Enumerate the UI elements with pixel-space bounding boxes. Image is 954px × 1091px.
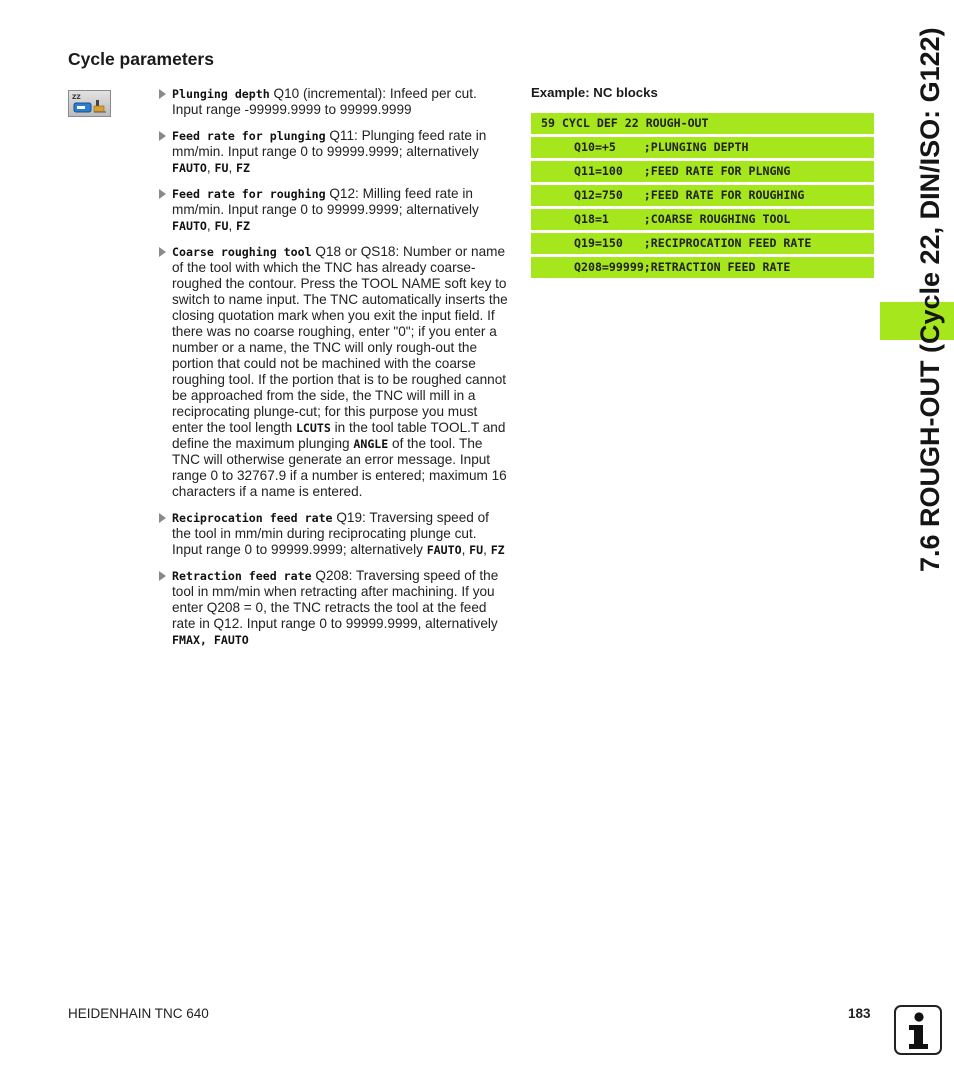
nc-block-line: Q18=1 ;COARSE ROUGHING TOOL: [531, 209, 874, 230]
parameter-keyword: FU: [214, 161, 229, 175]
parameter-keyword: Feed rate for roughing: [172, 187, 326, 201]
example-title: Example: NC blocks: [531, 85, 658, 100]
parameter-text: ,: [228, 218, 236, 233]
parameter-text: Q18 or QS18: Number or name of the tool with which the TNC has already coarse-roughed the contour. Press the TOOL NAME soft key to switch to name input. The TNC automatically inserts the closing quotation mark when you exit the input field. If there was no coarse roughing, enter "0"; if you enter a number or a name, the TNC will only rough-out the portion that could not be machined with the coarse roughing tool. If the portion that is to be roughed cannot be approached from the side, the TNC will mill in a reciprocating plunge-cut; for this purpose you must enter the tool length: [172, 244, 508, 435]
nc-block-line: Q11=100 ;FEED RATE FOR PLNGNG: [531, 161, 874, 182]
parameter-text: Q208: Traversing speed of the tool in mm/min when retracting after machining. If you enter Q208 = 0, the TNC retracts the tool at the feed rate in Q12. Input range 0 to 99999.9999, alternatively: [172, 568, 499, 631]
parameter-keyword: FZ: [236, 219, 250, 233]
parameter-keyword: FAUTO: [426, 543, 462, 557]
parameter-text: in the tool table TOOL.T and define the maximum plunging: [172, 420, 506, 451]
triangle-bullet-icon: [159, 131, 166, 141]
parameter-item: [158, 244, 510, 500]
parameter-keyword: Retraction feed rate: [172, 569, 312, 583]
parameter-keyword: Feed rate for plunging: [172, 129, 326, 143]
parameter-text: ,: [206, 160, 215, 175]
triangle-bullet-icon: [159, 513, 166, 523]
nc-block-line: Q10=+5 ;PLUNGING DEPTH: [531, 137, 874, 158]
parameter-keyword: FZ: [490, 543, 505, 557]
cycle-22-softkey-icon: [68, 90, 111, 117]
triangle-bullet-icon: [159, 571, 166, 581]
parameter-item: [158, 186, 510, 234]
footer-product: HEIDENHAIN TNC 640: [68, 1006, 209, 1021]
svg-text:ZZ: ZZ: [72, 94, 81, 101]
triangle-bullet-icon: [159, 247, 166, 257]
parameter-text: ,: [461, 542, 470, 557]
nc-block-line: 59 CYCL DEF 22 ROUGH-OUT: [531, 113, 874, 134]
parameter-keyword: Coarse roughing tool: [172, 245, 312, 259]
chapter-side-title: 7.6 ROUGH-OUT (Cycle 22, DIN/ISO: G122): [915, 27, 945, 572]
parameter-keyword: FU: [469, 543, 484, 557]
nc-block-listing: [531, 113, 874, 281]
parameter-keyword: FZ: [236, 161, 250, 175]
parameter-text: of the tool. The TNC will otherwise generate an error message. Input range 0 to 32767.9 if a number is entered; maximum 16 characters if a name is entered.: [172, 436, 507, 499]
parameter-keyword: FMAX, FAUTO: [172, 633, 249, 647]
parameter-keyword: FU: [214, 219, 229, 233]
cycle-parameter-list: [158, 86, 510, 658]
parameter-item: [158, 568, 510, 648]
page-number: 183: [848, 1006, 871, 1021]
triangle-bullet-icon: [159, 89, 166, 99]
parameter-keyword: LCUTS: [295, 421, 331, 435]
nc-block-line: Q12=750 ;FEED RATE FOR ROUGHING: [531, 185, 874, 206]
parameter-keyword: ANGLE: [353, 437, 389, 451]
parameter-keyword: FAUTO: [172, 161, 207, 175]
parameter-text: ,: [206, 218, 215, 233]
nc-block-line: Q19=150 ;RECIPROCATION FEED RATE: [531, 233, 874, 254]
parameter-text: ,: [483, 542, 491, 557]
parameter-keyword: FAUTO: [172, 219, 207, 233]
parameter-text: Q10 (incremental): Infeed per cut. Input range -99999.9999 to 99999.9999: [172, 86, 477, 117]
parameter-text: Q12: Milling feed rate in mm/min. Input range 0 to 99999.9999; alternatively: [172, 186, 479, 217]
parameter-keyword: Plunging depth: [172, 87, 270, 101]
parameter-item: [158, 128, 510, 176]
section-title: Cycle parameters: [68, 49, 214, 69]
parameter-item: [158, 86, 510, 118]
parameter-item: [158, 510, 510, 558]
parameter-text: Q11: Plunging feed rate in mm/min. Input range 0 to 99999.9999; alternatively: [172, 128, 487, 159]
cycle-graphic-icon: [69, 91, 110, 116]
nc-block-line: Q208=99999;RETRACTION FEED RATE: [531, 257, 874, 278]
info-glyph-icon: [896, 1007, 940, 1053]
info-icon: [894, 1005, 942, 1055]
parameter-text: ,: [228, 160, 236, 175]
triangle-bullet-icon: [159, 189, 166, 199]
parameter-keyword: Reciprocation feed rate: [172, 511, 333, 525]
parameter-text: Q19: Traversing speed of the tool in mm/min during reciprocating plunge cut. Input range 0 to 99999.9999; alternatively: [172, 510, 489, 557]
